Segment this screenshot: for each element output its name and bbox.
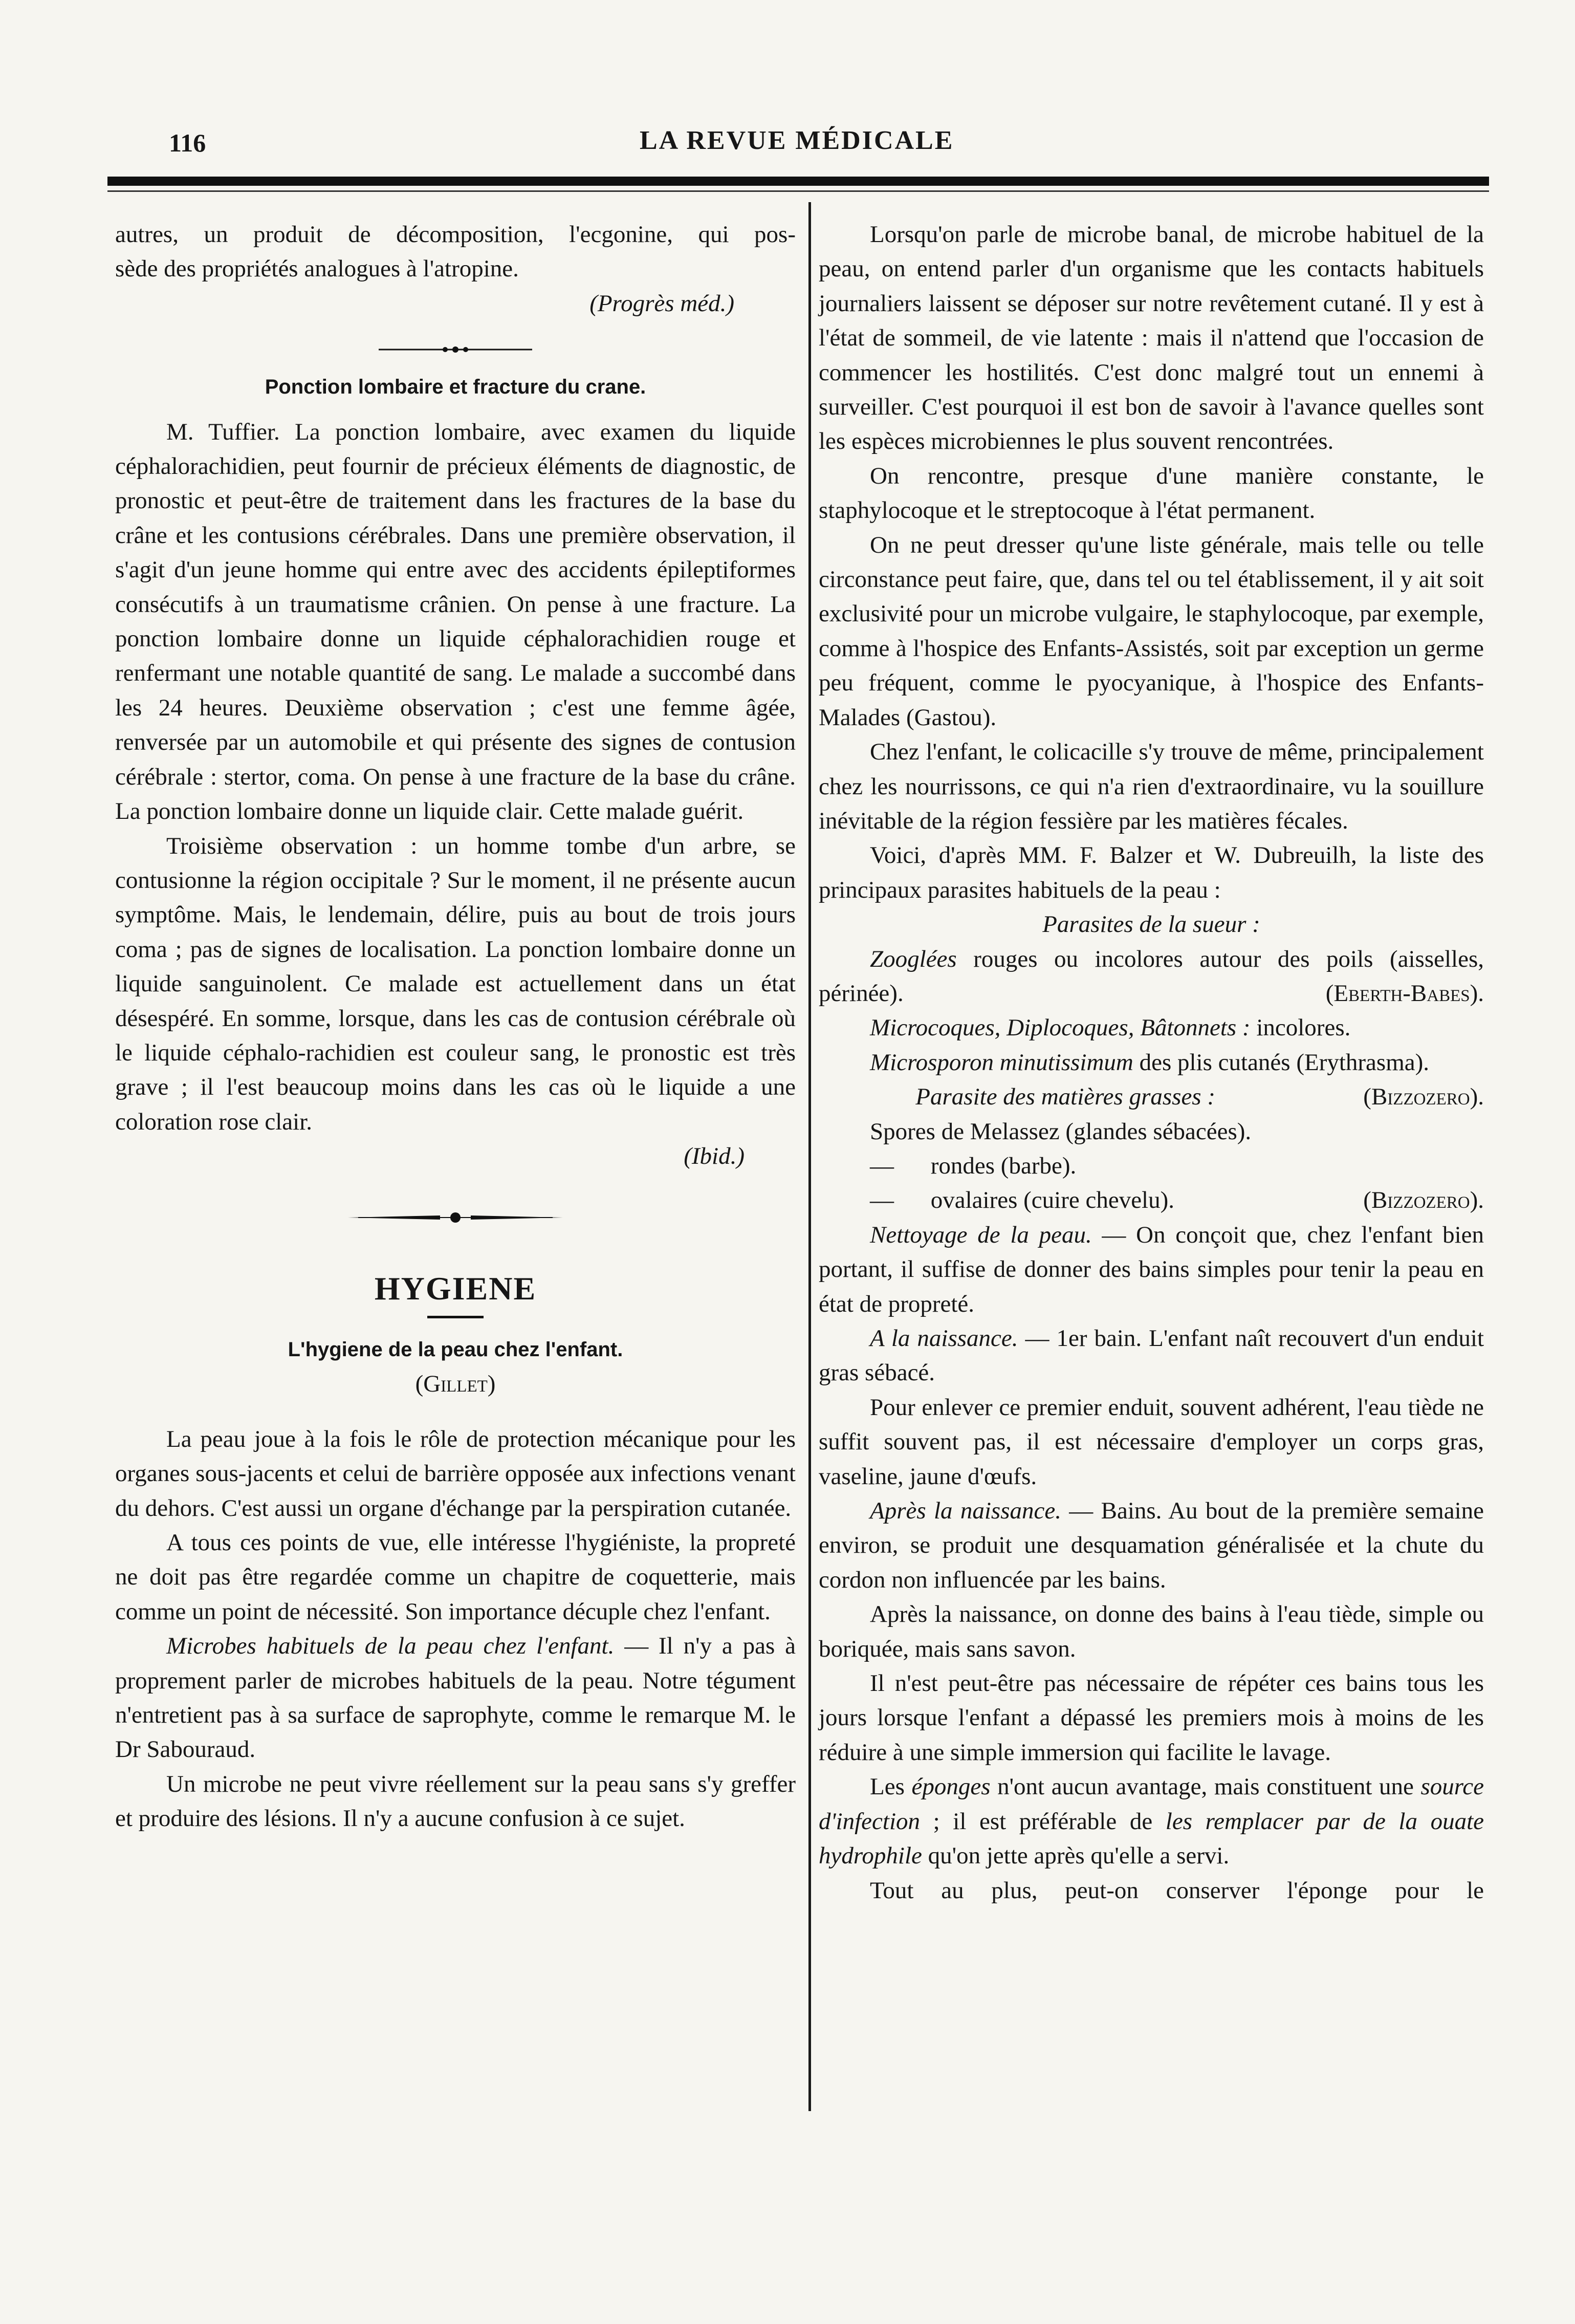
source-citation: (Progrès méd.) <box>589 290 734 317</box>
paragraph: On rencontre, presque d'une manière constante, le staphylocoque et le streptocoque à l'état permanent. <box>819 462 1484 524</box>
paragraph-text: — Il n'y a pas à proprement parler de microbes habituels de la peau. Notre tégument n'entretient pas à sa surface de saprophyte, comme le remarque M. le Dr Sabouraud. <box>115 1633 796 1763</box>
list-subheading: Parasite des matières grasses : <box>915 1083 1215 1111</box>
paragraph: On ne peut dresser qu'une liste générale, mais telle ou telle circonstance peut faire, que, dans tel ou tel établissement, il y ait soit exclusivité pour un microbe vulgaire, le staphylocoque, par exemple, comme à l'hospice des Enfants-Assistés, soit par exception un germe peu fréquent, comme le pyocyanique, à l'hospice des Enfants-Malades (Gastou). <box>819 531 1484 731</box>
paragraph: A tous ces points de vue, elle intéresse l'hygiéniste, la propreté ne doit pas être regardée comme un chapitre de coquetterie, mais comme un point de nécessité. Son importance décuple chez l'enfant. <box>115 1529 796 1625</box>
entry-reference: (Bizzozero). <box>1363 1083 1484 1111</box>
header-rule <box>107 177 1489 186</box>
article-title: Ponction lombaire et fracture du crane. <box>265 376 646 399</box>
article-title: L'hygiene de la peau chez l'enfant. <box>288 1338 623 1361</box>
list-entry: Spores de Melassez (glandes sébacées). <box>870 1118 1252 1145</box>
paragraph <box>115 1629 796 1767</box>
emphasis: les remplacer par de la ouate hydrophile <box>819 1808 1484 1870</box>
subheading-inline: Nettoyage de la peau. <box>870 1221 1092 1248</box>
paragraph: Voici, d'après MM. F. Balzer et W. Dubreuilh, la liste des principaux parasites habituels de la peau : <box>819 842 1484 903</box>
paragraph-text: — 1er bain. L'enfant naît recouvert d'un enduit gras sébacé. <box>819 1325 1484 1386</box>
paragraph <box>819 1494 1484 1597</box>
emphasis: éponges <box>911 1773 991 1800</box>
continuation-line-1: autres, un produit de décomposition, l'ecgonine, qui pos- <box>115 221 796 248</box>
running-title: LA REVUE MÉDICALE <box>640 126 954 155</box>
paragraph-text: ; il est préférable de <box>933 1808 1153 1835</box>
list-entry <box>819 1183 1484 1218</box>
column-divider <box>808 202 811 2111</box>
paragraph: Chez l'enfant, le colicacille s'y trouve de même, principalement chez les nourrissons, ce qui n'a rien d'extraordinaire, vu la souillure inévitable de la région fessière par les matières fécales. <box>819 739 1484 834</box>
entry-reference: (Eberth-Babes). <box>1325 980 1484 1007</box>
subheading-inline: Après la naissance. <box>870 1497 1061 1525</box>
paragraph-text: Les <box>870 1773 905 1800</box>
entry-text: ovalaires (cuire chevelu). <box>930 1187 1175 1214</box>
paragraph <box>819 1218 1484 1321</box>
paragraph: M. Tuffier. La ponction lombaire, avec examen du liquide céphalorachidien, peut fournir de précieux éléments de diagnostic, de pronostic et peut-être de traitement dans les fractures de la base du crâne et les contusions cérébrales. Dans une première observation, il s'agit d'un jeune homme qui entre avec des accidents épileptiformes consécutifs à un traumatisme crânien. On pense à une fracture. La ponction lombaire donne un liquide céphalorachidien rouge et renfermant une notable quantité de sang. Le malade a succombé dans les 24 heures. Deuxième observation ; c'est une femme âgée, renversée par un automobile et qui présente des signes de contusion cérébrale : stertor, coma. On pense à une fracture de la base du crâne. La ponction lombaire donne un liquide clair. Cette malade guérit. <box>115 418 796 825</box>
list-entry <box>819 942 1484 1011</box>
article-author: (Gillet) <box>415 1371 496 1398</box>
paragraph-text: — Bains. Au bout de la première semaine environ, se produit une desquamation généralisée et la chute du cordon non influencée par les bains. <box>819 1497 1484 1593</box>
entry-text: des plis cutanés (Erythrasma). <box>1139 1049 1430 1076</box>
ditto-dash: — <box>870 1187 894 1214</box>
paragraph: Un microbe ne peut vivre réellement sur la peau sans s'y greffer et produire des lésions. Il n'y a aucune confusion à ce sujet. <box>115 1770 796 1832</box>
list-subheading: Parasites de la sueur : <box>1042 911 1260 938</box>
continuation-line-2: sède des propriétés analogues à l'atropine. <box>115 255 519 283</box>
entry-name: Microsporon minutissimum <box>870 1049 1133 1076</box>
paragraph-text: qu'on jette après qu'elle a servi. <box>928 1842 1230 1870</box>
subheading-inline: Microbes habituels de la peau chez l'enfant. <box>166 1633 615 1660</box>
page-number: 116 <box>169 128 206 157</box>
entry-reference: (Bizzozero). <box>1363 1187 1484 1214</box>
paragraph: Troisième observation : un homme tombe d'un arbre, se contusionne la région occipitale ? Sur le moment, il ne présente aucun symptôme. Mais, le lendemain, délire, puis au bout de trois jours coma ; pas de signes de localisation. La ponction lombaire donne un liquide sanguinolent. Ce malade est actuellement dans un état désespéré. En somme, lorsque, dans les cas de contusion cérébrale où le liquide céphalo-rachidien est couleur sang, le pronostic est très grave ; il l'est beaucoup moins dans les cas où le liquide a une coloration rose clair. <box>115 832 796 1135</box>
paragraph <box>819 1321 1484 1391</box>
right-column <box>819 218 1484 1908</box>
paragraph: Tout au plus, peut-on conserver l'éponge pour le <box>870 1877 1484 1904</box>
entry-text: incolores. <box>1256 1014 1351 1041</box>
entry-name: Microcoques, Diplocoques, Bâtonnets : <box>870 1014 1251 1041</box>
paragraph: Il n'est peut-être pas nécessaire de répéter ces bains tous les jours lorsque l'enfant a dépassé les premiers mois à moins de les réduire à une simple immersion qui facilite le lavage. <box>819 1670 1484 1766</box>
paragraph <box>819 1770 1484 1873</box>
short-rule <box>427 1316 484 1318</box>
section-ornament <box>348 1210 563 1225</box>
entry-text: rondes (barbe). <box>930 1152 1077 1179</box>
source-citation: (Ibid.) <box>684 1143 745 1170</box>
entry-text: rouges ou incolores autour des poils (aisselles, périnée). <box>819 945 1484 1007</box>
dash-ornament <box>379 344 532 355</box>
list-entry <box>819 1149 1484 1183</box>
entry-name: Zooglées <box>870 945 957 972</box>
ditto-dash: — <box>870 1152 894 1179</box>
subheading-inline: A la naissance. <box>870 1325 1018 1352</box>
paragraph: La peau joue à la fois le rôle de protection mécanique pour les organes sous-jacents et celui de barrière opposée aux infections venant du dehors. C'est aussi un organe d'échange par la perspiration cutanée. <box>115 1425 796 1522</box>
list-entry <box>819 1011 1484 1045</box>
paragraph-text: — On conçoit que, chez l'enfant bien portant, il suffise de donner des bains simples pour tenir la peau en état de propreté. <box>819 1221 1484 1317</box>
section-title: HYGIENE <box>374 1270 537 1307</box>
paragraph: Pour enlever ce premier enduit, souvent adhérent, l'eau tiède ne suffit souvent pas, il est nécessaire d'employer un corps gras, vaseline, jaune d'œufs. <box>819 1394 1484 1490</box>
paragraph: Après la naissance, on donne des bains à l'eau tiède, simple ou boriquée, mais sans savon. <box>819 1601 1484 1662</box>
emphasis: source d'infection <box>819 1773 1484 1835</box>
paragraph: Lorsqu'on parle de microbe banal, de microbe habituel de la peau, on entend parler d'un organisme que les contacts habituels journaliers laissent se déposer sur notre revêtement cutané. Il y est à l'état de sommeil, de vie latente : mais il n'attend que l'occasion de commencer les hostilités. C'est donc malgré tout un ennemi à surveiller. C'est pourquoi il est bon de savoir à l'avance quelles sont les espèces microbiennes le plus souvent rencontrées. <box>819 221 1484 455</box>
left-column <box>115 218 796 1836</box>
paragraph-text: n'ont aucun avantage, mais constituent une <box>997 1773 1414 1800</box>
header-rule-thin <box>107 190 1489 192</box>
